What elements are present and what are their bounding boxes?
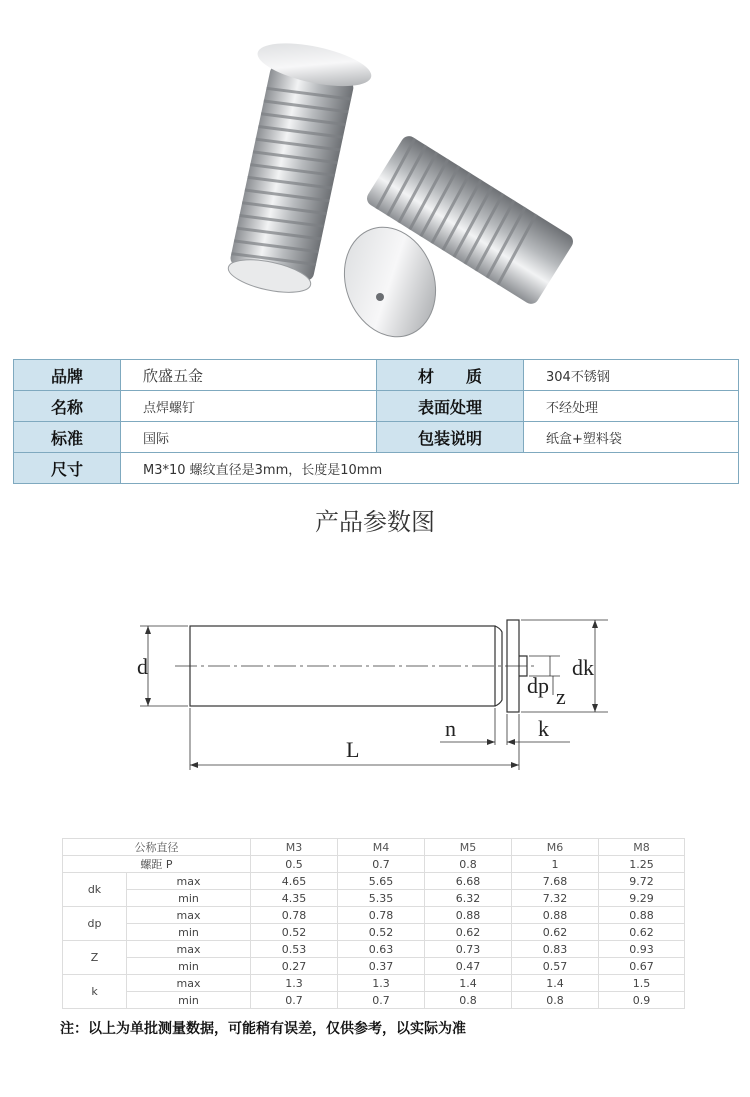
spec-key: 材 质 bbox=[377, 360, 524, 391]
sub-label: min bbox=[127, 992, 251, 1009]
cell: 0.73 bbox=[425, 941, 512, 958]
cell: 0.62 bbox=[425, 924, 512, 941]
group-label: dp bbox=[63, 907, 127, 941]
cell: 5.35 bbox=[338, 890, 425, 907]
note-text: 注：以上为单批测量数据，可能稍有误差，仅供参考，以实际为准 bbox=[60, 1021, 466, 1037]
cell: 0.78 bbox=[338, 907, 425, 924]
cell: 0.83 bbox=[512, 941, 599, 958]
table-row bbox=[63, 856, 685, 873]
cell: 0.78 bbox=[251, 907, 338, 924]
cell: 1.3 bbox=[251, 975, 338, 992]
cell: 0.67 bbox=[599, 958, 685, 975]
label-n: n bbox=[445, 716, 456, 741]
cell: 9.29 bbox=[599, 890, 685, 907]
table-row bbox=[63, 941, 685, 958]
cell: 0.88 bbox=[599, 907, 685, 924]
spec-value: 国际 bbox=[121, 422, 377, 453]
label-dk: dk bbox=[572, 655, 594, 680]
spec-value: 304不锈钢 bbox=[524, 360, 739, 391]
dimension-diagram bbox=[0, 560, 750, 790]
spec-row-size bbox=[14, 453, 739, 484]
table-row bbox=[63, 890, 685, 907]
cell: 0.8 bbox=[425, 856, 512, 873]
spec-key: 品牌 bbox=[14, 360, 121, 391]
spec-value: M3*10 螺纹直径是3mm，长度是10mm bbox=[121, 453, 739, 484]
header-cell: M4 bbox=[338, 839, 425, 856]
spec-table bbox=[13, 359, 739, 484]
row-label: 螺距 P bbox=[63, 856, 251, 873]
cell: 0.53 bbox=[251, 941, 338, 958]
spec-value: 点焊螺钉 bbox=[121, 391, 377, 422]
table-header-row bbox=[63, 839, 685, 856]
cell: 0.47 bbox=[425, 958, 512, 975]
cell: 0.8 bbox=[425, 992, 512, 1009]
cell: 0.7 bbox=[338, 856, 425, 873]
cell: 0.8 bbox=[512, 992, 599, 1009]
cell: 0.27 bbox=[251, 958, 338, 975]
table-row bbox=[63, 975, 685, 992]
label-dp: dp bbox=[527, 673, 549, 698]
product-photo bbox=[0, 0, 750, 350]
cell: 7.32 bbox=[512, 890, 599, 907]
label-k: k bbox=[538, 716, 549, 741]
group-label: k bbox=[63, 975, 127, 1009]
cell: 0.93 bbox=[599, 941, 685, 958]
header-cell: M5 bbox=[425, 839, 512, 856]
spec-key: 包装说明 bbox=[377, 422, 524, 453]
cell: 4.65 bbox=[251, 873, 338, 890]
group-label: Z bbox=[63, 941, 127, 975]
sub-label: min bbox=[127, 890, 251, 907]
label-d: d bbox=[137, 654, 148, 679]
cell: 0.62 bbox=[599, 924, 685, 941]
cell: 5.65 bbox=[338, 873, 425, 890]
table-row bbox=[63, 907, 685, 924]
spec-row bbox=[14, 422, 739, 453]
sub-label: max bbox=[127, 941, 251, 958]
cell: 1 bbox=[512, 856, 599, 873]
sub-label: max bbox=[127, 907, 251, 924]
dims-body bbox=[63, 873, 685, 1009]
spec-value: 不经处理 bbox=[524, 391, 739, 422]
cell: 0.7 bbox=[251, 992, 338, 1009]
header-cell: M3 bbox=[251, 839, 338, 856]
cell: 0.62 bbox=[512, 924, 599, 941]
sub-label: max bbox=[127, 975, 251, 992]
cell: 0.52 bbox=[338, 924, 425, 941]
spec-row bbox=[14, 391, 739, 422]
cell: 1.4 bbox=[425, 975, 512, 992]
table-row bbox=[63, 873, 685, 890]
group-label: dk bbox=[63, 873, 127, 907]
cell: 9.72 bbox=[599, 873, 685, 890]
cell: 6.32 bbox=[425, 890, 512, 907]
cell: 1.5 bbox=[599, 975, 685, 992]
section-title: 产品参数图 bbox=[315, 508, 435, 536]
spec-key: 标准 bbox=[14, 422, 121, 453]
header-cell: M8 bbox=[599, 839, 685, 856]
label-z: z bbox=[556, 684, 566, 709]
spec-row bbox=[14, 360, 739, 391]
header-cell: 公称直径 bbox=[63, 839, 251, 856]
label-L: L bbox=[346, 737, 360, 762]
cell: 0.9 bbox=[599, 992, 685, 1009]
table-row bbox=[63, 958, 685, 975]
cell: 0.88 bbox=[512, 907, 599, 924]
cell: 6.68 bbox=[425, 873, 512, 890]
sub-label: max bbox=[127, 873, 251, 890]
cell: 0.88 bbox=[425, 907, 512, 924]
cell: 1.3 bbox=[338, 975, 425, 992]
table-row bbox=[63, 992, 685, 1009]
cell: 1.4 bbox=[512, 975, 599, 992]
spec-key: 尺寸 bbox=[14, 453, 121, 484]
cell: 0.63 bbox=[338, 941, 425, 958]
spec-key: 表面处理 bbox=[377, 391, 524, 422]
cell: 4.35 bbox=[251, 890, 338, 907]
cell: 0.57 bbox=[512, 958, 599, 975]
dimensions-table bbox=[62, 838, 685, 1009]
sub-label: min bbox=[127, 958, 251, 975]
header-cell: M6 bbox=[512, 839, 599, 856]
cell: 0.7 bbox=[338, 992, 425, 1009]
cell: 0.5 bbox=[251, 856, 338, 873]
cell: 0.52 bbox=[251, 924, 338, 941]
spec-value: 欣盛五金 bbox=[121, 360, 377, 391]
cell: 0.37 bbox=[338, 958, 425, 975]
cell: 1.25 bbox=[599, 856, 685, 873]
spec-value: 纸盒+塑料袋 bbox=[524, 422, 739, 453]
sub-label: min bbox=[127, 924, 251, 941]
table-row bbox=[63, 924, 685, 941]
spec-key: 名称 bbox=[14, 391, 121, 422]
cell: 7.68 bbox=[512, 873, 599, 890]
